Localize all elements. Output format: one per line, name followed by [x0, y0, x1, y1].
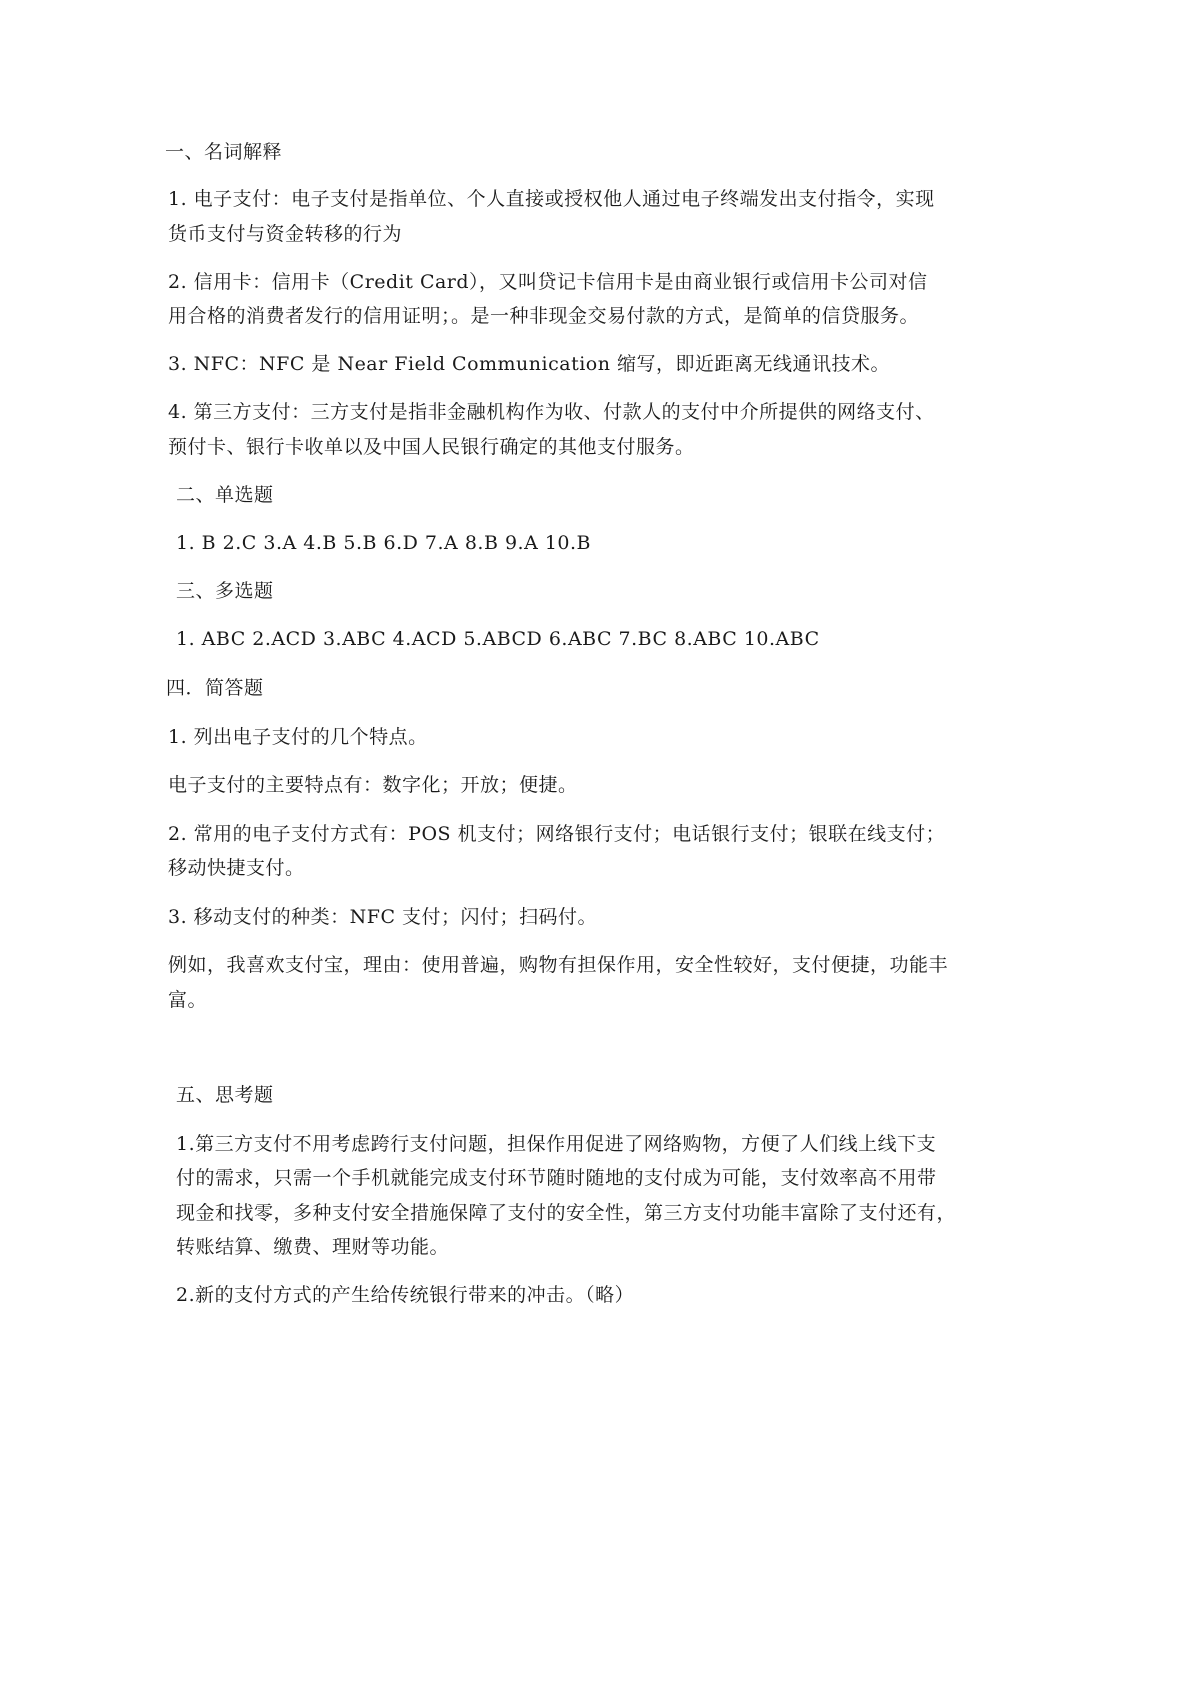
short-answer-question-1: 1. 列出电子支付的几个特点。	[168, 726, 428, 748]
section-heading-multiple-choice: 三、多选题	[176, 580, 274, 602]
reflection-1-line-4: 转账结算、缴费、理财等功能。	[176, 1236, 450, 1258]
definition-1-line-2: 货币支付与资金转移的行为	[168, 223, 403, 245]
short-answer-question-2-line-2: 移动快捷支付。	[168, 857, 305, 879]
reflection-1-line-2: 付的需求，只需一个手机就能完成支付环节随时随地的支付成为可能，支付效率高不用带	[176, 1167, 937, 1189]
section-heading-single-choice: 二、单选题	[176, 484, 274, 506]
short-answer-example-line-2: 富。	[168, 989, 208, 1011]
short-answer-question-2-line-1: 2. 常用的电子支付方式有：POS 机支付；网络银行支付；电话银行支付；银联在线支付；	[168, 823, 946, 845]
reflection-1-line-3: 现金和找零，多种支付安全措施保障了支付的安全性，第三方支付功能丰富除了支付还有，	[176, 1202, 957, 1224]
definition-1-line-1: 1. 电子支付：电子支付是指单位、个人直接或授权他人通过电子终端发出支付指令，实现	[168, 188, 935, 210]
section-heading-short-answer: 四．简答题	[166, 677, 264, 699]
definition-2-line-1: 2. 信用卡：信用卡（Credit Card），又叫贷记卡信用卡是由商业银行或信用卡公司对信	[168, 271, 928, 293]
section-heading-definitions: 一、名词解释	[165, 141, 283, 163]
reflection-1-line-1: 1.第三方支付不用考虑跨行支付问题，担保作用促进了网络购物，方便了人们线上线下支	[176, 1133, 937, 1155]
short-answer-question-3: 3. 移动支付的种类：NFC 支付；闪付；扫码付。	[168, 906, 598, 928]
single-choice-answers: 1. B 2.C 3.A 4.B 5.B 6.D 7.A 8.B 9.A 10.B	[176, 532, 592, 554]
definition-4-line-1: 4. 第三方支付：三方支付是指非金融机构作为收、付款人的支付中介所提供的网络支付、	[168, 401, 935, 423]
section-heading-reflection: 五、思考题	[176, 1084, 274, 1106]
definition-4-line-2: 预付卡、银行卡收单以及中国人民银行确定的其他支付服务。	[168, 436, 695, 458]
definition-2-line-2: 用合格的消费者发行的信用证明；。是一种非现金交易付款的方式，是简单的信贷服务。	[168, 305, 920, 327]
definition-3-line-1: 3. NFC：NFC 是 Near Field Communication 缩写，即近距离无线通讯技术。	[168, 353, 890, 375]
short-answer-answer-1: 电子支付的主要特点有：数字化；开放；便捷。	[168, 774, 578, 796]
reflection-2-line-1: 2.新的支付方式的产生给传统银行带来的冲击。（略）	[176, 1284, 635, 1306]
short-answer-example-line-1: 例如，我喜欢支付宝，理由：使用普遍，购物有担保作用，安全性较好，支付便捷，功能丰	[168, 954, 949, 976]
multiple-choice-answers: 1. ABC 2.ACD 3.ABC 4.ACD 5.ABCD 6.ABC 7.BC 8.ABC 10.ABC	[176, 628, 820, 650]
